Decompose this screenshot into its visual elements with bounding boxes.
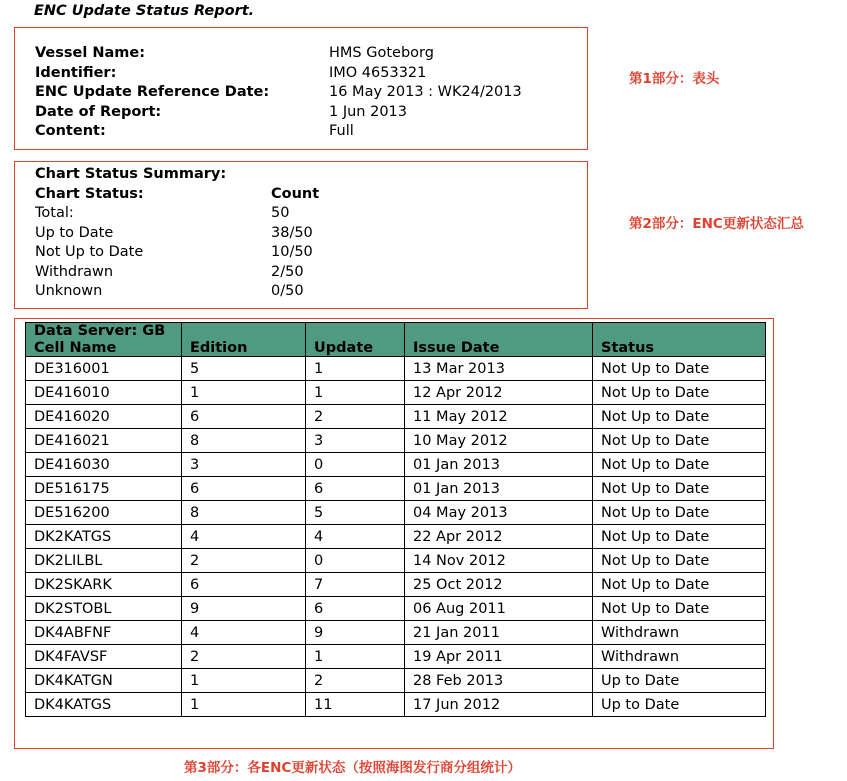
header-section [14,27,588,150]
table-cell: 4 [306,525,405,549]
table-cell: 2 [306,405,405,429]
field-value: 1 Jun 2013 [329,103,408,120]
cell-status-table [25,322,766,717]
table-row [26,405,766,429]
table-cell: DE316001 [26,357,182,381]
table-cell: Up to Date [593,693,766,717]
summary-count: 2/50 [271,263,304,280]
table-row [26,549,766,573]
table-row [26,693,766,717]
table-cell: Not Up to Date [593,405,766,429]
table-cell: 28 Feb 2013 [405,669,593,693]
summary-status: Up to Date [35,224,114,241]
table-cell: 12 Apr 2012 [405,381,593,405]
summary-section [14,161,588,309]
table-cell: 19 Apr 2011 [405,645,593,669]
table-cell: Not Up to Date [593,597,766,621]
header-row-report-date [35,103,522,123]
header-fields [35,44,522,142]
cell-status-section [14,318,774,749]
table-cell: Not Up to Date [593,381,766,405]
table-cell: 6 [182,477,306,501]
table-row [26,645,766,669]
table-row [26,621,766,645]
table-cell: 6 [182,573,306,597]
summary-row [35,204,319,224]
header-row-identifier [35,64,522,84]
table-cell: DK4ABFNF [26,621,182,645]
column-header: Cell Name [26,340,182,357]
summary-title [35,165,319,185]
table-cell: 8 [182,429,306,453]
column-header: Issue Date [405,340,593,357]
table-cell: 1 [182,693,306,717]
field-label: Date of Report: [35,103,162,120]
summary-columns [35,185,319,205]
annotation-part1: 第1部分：表头 [629,71,720,87]
table-cell: 3 [182,453,306,477]
summary-status: Unknown [35,283,103,299]
header-blank [306,323,405,340]
table-cell: 06 Aug 2011 [405,597,593,621]
table-cell: 04 May 2013 [405,501,593,525]
table-row [26,429,766,453]
header-blank [182,323,306,340]
table-cell: DK2LILBL [26,549,182,573]
summary-status: Withdrawn [35,263,114,280]
table-cell: 01 Jan 2013 [405,477,593,501]
table-cell: Withdrawn [593,621,766,645]
column-header-row [26,340,766,357]
field-value: HMS Goteborg [329,45,434,61]
table-cell: 2 [182,645,306,669]
table-row [26,525,766,549]
annotation-part2: 第2部分：ENC更新状态汇总 [629,216,804,232]
table-cell: 25 Oct 2012 [405,573,593,597]
table-cell: DE516175 [26,477,182,501]
summary-status: Total: [35,205,74,221]
table-cell: DK4KATGS [26,693,182,717]
summary-row [35,243,319,263]
summary-col-status: Chart Status: [35,185,144,202]
column-header: Edition [182,340,306,357]
table-cell: 01 Jan 2013 [405,453,593,477]
table-cell: DE416010 [26,381,182,405]
table-cell: Not Up to Date [593,549,766,573]
summary-row [35,263,319,283]
table-cell: 8 [182,501,306,525]
report-title: ENC Update Status Report. [34,3,255,19]
table-cell: 11 [306,693,405,717]
data-server-label: Data Server: GB [26,323,182,340]
table-cell: Not Up to Date [593,357,766,381]
table-cell: 5 [306,501,405,525]
table-cell: 10 May 2012 [405,429,593,453]
table-cell: 6 [182,405,306,429]
table-cell: 21 Jan 2011 [405,621,593,645]
table-row [26,597,766,621]
header-blank [593,323,766,340]
table-cell: Not Up to Date [593,501,766,525]
data-server-row [26,323,766,340]
summary-count: 50 [271,205,290,221]
table-row [26,357,766,381]
table-row [26,573,766,597]
field-label: ENC Update Reference Date: [35,84,270,100]
table-body [26,357,766,717]
table-cell: 1 [306,357,405,381]
summary-count: 0/50 [271,283,304,299]
column-header: Update [306,340,405,357]
table-cell: DE516200 [26,501,182,525]
table-cell: 1 [182,669,306,693]
table-row [26,669,766,693]
table-cell: DK2STOBL [26,597,182,621]
table-cell: DK2SKARK [26,573,182,597]
field-value: Full [329,123,354,139]
summary-status: Not Up to Date [35,244,144,260]
table-cell: DK4KATGN [26,669,182,693]
summary-row [35,282,319,302]
table-cell: DK2KATGS [26,525,182,549]
summary-title-text: Chart Status Summary: [35,166,227,182]
table-cell: DE416030 [26,453,182,477]
table-cell: 2 [182,549,306,573]
table-cell: DE416021 [26,429,182,453]
table-cell: Withdrawn [593,645,766,669]
column-header: Status [593,340,766,357]
field-value: 16 May 2013 : WK24/2013 [329,84,522,100]
table-cell: 9 [182,597,306,621]
table-cell: 0 [306,549,405,573]
table-cell: 0 [306,453,405,477]
table-cell: 1 [306,381,405,405]
summary-row [35,224,319,244]
table-cell: 6 [306,597,405,621]
table-cell: DK4FAVSF [26,645,182,669]
header-blank [405,323,593,340]
table-cell: 7 [306,573,405,597]
table-cell: 17 Jun 2012 [405,693,593,717]
table-cell: 4 [182,621,306,645]
table-cell: 1 [306,645,405,669]
summary-count: 38/50 [271,224,313,241]
table-cell: Not Up to Date [593,429,766,453]
chart-status-summary [35,165,319,302]
table-cell: 6 [306,477,405,501]
table-cell: Not Up to Date [593,477,766,501]
table-cell: Not Up to Date [593,453,766,477]
table-row [26,381,766,405]
header-row-vessel-name [35,44,522,64]
table-cell: 14 Nov 2012 [405,549,593,573]
table-cell: 1 [182,381,306,405]
field-label: Content: [35,123,106,139]
table-cell: 22 Apr 2012 [405,525,593,549]
table-cell: DE416020 [26,405,182,429]
field-label: Identifier: [35,64,117,81]
table-row [26,501,766,525]
table-cell: Not Up to Date [593,525,766,549]
table-row [26,453,766,477]
table-cell: 3 [306,429,405,453]
table-cell: Not Up to Date [593,573,766,597]
header-row-content [35,122,522,142]
summary-col-count: Count [271,185,320,202]
summary-count: 10/50 [271,244,313,260]
table-cell: 13 Mar 2013 [405,357,593,381]
table-cell: 2 [306,669,405,693]
table-cell: 11 May 2012 [405,405,593,429]
header-row-reference-date [35,83,522,103]
table-cell: 4 [182,525,306,549]
field-label: Vessel Name: [35,45,146,61]
field-value: IMO 4653321 [329,64,427,81]
table-cell: Up to Date [593,669,766,693]
annotation-part3: 第3部分：各ENC更新状态（按照海图发行商分组统计） [184,760,521,776]
table-cell: 9 [306,621,405,645]
table-row [26,477,766,501]
table-cell: 5 [182,357,306,381]
